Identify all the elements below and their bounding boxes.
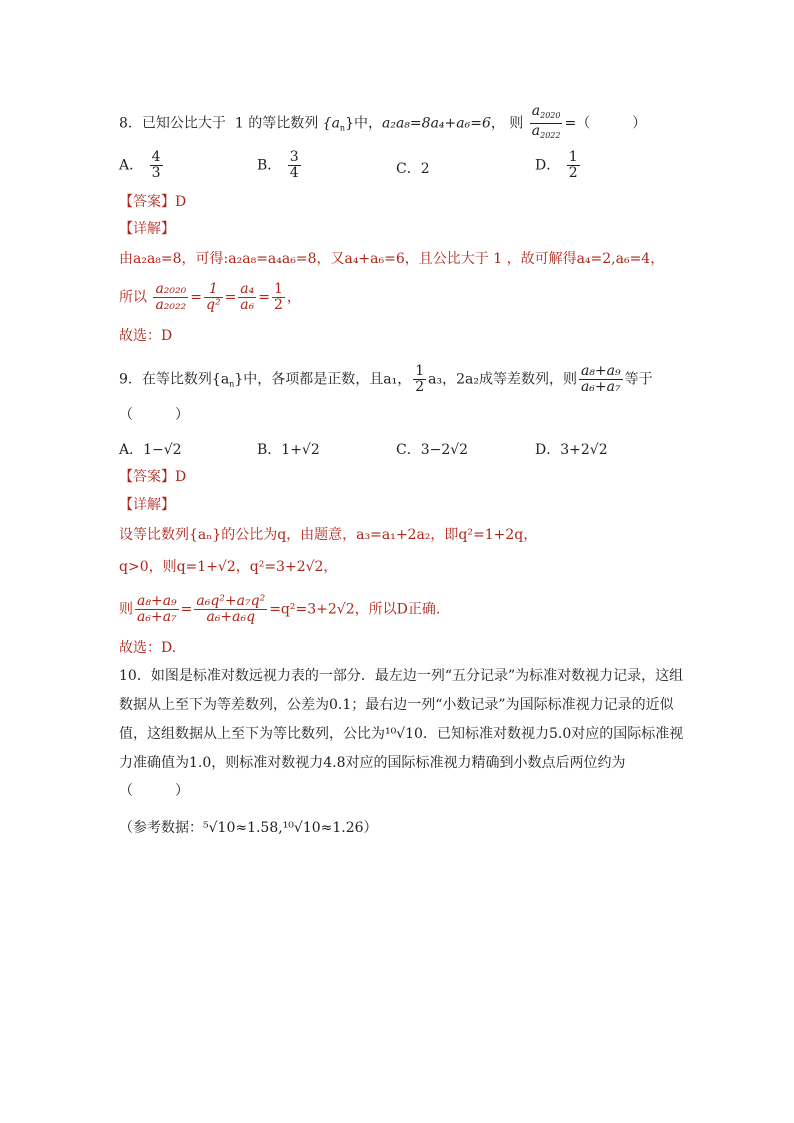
q8-option-c: C．2 [396, 161, 430, 177]
q9-solution-line1: 设等比数列{aₙ}的公比为q，由题意，a₃=a₁+2a₂，即q²=1+2q， [119, 527, 538, 543]
q9-conclusion: 故选：D. [119, 640, 177, 656]
q8-number: 8． [119, 115, 142, 132]
q8-zhong: 中， [354, 115, 382, 132]
q9-paren: （ ） [119, 407, 189, 423]
q9-option-c: C．3−2√2 [396, 442, 469, 458]
q8-solution-line2: 所以 $\frac{\text{a₂₀₂₀}}{\text{a₂₀₂₂}}$ = $\frac{1}{\text{q²}}$ = $\frac{\text{a₄}}{\text{a₆}}$ = $\frac{1}{2}$ ， [119, 281, 301, 313]
q8-stem [119, 104, 646, 143]
q9-option-b: B．1+√2 [257, 442, 320, 458]
q8-option-d: D． $\frac{1}{2}$ [535, 149, 578, 181]
q9-solution-line2: q>0，则q=1+√2，q²=3+2√2， [119, 559, 338, 575]
q8-intro: 已知公比大于 [141, 115, 226, 132]
q9-solution-line3: 则 $\frac{\text{a₈+a₉}}{\text{a₆+a₇}}$ = $\frac{\text{a₆q²+a₇q²}}{\text{a₆+a₆q}}$ =q²=3+2√2，所以D正确. [119, 593, 441, 625]
q8-conclusion: 故选：D [119, 328, 173, 344]
q8-solution-line1: 由a₂a₈=8，可得:a₂a₈=a₄a₆=8，又a₄+a₆=6，且公比大于 1 ，故可解得a₄=2,a₆=4， [119, 251, 665, 267]
q10-line3: 值，这组数据从上至下为等比数列，公比为¹⁰√10．已知标准对数视力5.0对应的国际标准视 [119, 726, 684, 742]
q10-line1: 10．如图是标准对数远视力表的一部分．最左边一列“五分记录”为标准对数视力记录，这组 [119, 668, 684, 684]
q8-seq-close: } [345, 115, 354, 132]
q8-option-b: B． $\frac{3}{4}$ [257, 149, 299, 181]
q8-ratio-fraction: $\frac{a_{2020}}{a_{2022}}$ [531, 103, 561, 140]
q8-answer: 【答案】D [119, 194, 187, 210]
q8-ze: ， 则 [490, 115, 524, 132]
q8-seq-word: 的等比数列 [248, 115, 319, 132]
q8-seq-sub: n [339, 123, 346, 133]
q8-cond2: a₄+a₆=6 [430, 115, 491, 132]
q8-ratio-bound: 1 [234, 115, 244, 132]
q10-line2: 数据从上至下为等差数列，公差为0.1；最右边一列“小数记录”为国际标准视力记录的近似 [119, 697, 674, 713]
q8-cond1: a₂a₈=8 [382, 115, 431, 132]
q10-paren: （ ） [119, 783, 189, 799]
q9-answer: 【答案】D [119, 469, 187, 485]
q9-detail-label: 【详解】 [119, 497, 175, 513]
q8-eq-paren: =（ ） [564, 115, 647, 132]
q8-detail-label: 【详解】 [119, 221, 175, 237]
q10-line4: 力准确值为1.0，则标准对数视力4.8对应的国际标准视力精确到小数点后两位约为 [119, 755, 626, 771]
q10-reference-data: （参考数据：⁵√10≈1.58,¹⁰√10≈1.26） [119, 820, 378, 836]
q8-option-a: A． $\frac{4}{3}$ [119, 149, 161, 181]
q8-seq-sym: {a [322, 115, 340, 132]
q9-option-a: A．1−√2 [119, 442, 182, 458]
q9-option-d: D．3+2√2 [535, 442, 608, 458]
q9-stem: 9．在等比数列$\{a_n\}$中，各项都是正数，且a₁， $\frac{1}{2}$ a₃，2a₂成等差数列，则 $\frac{\text{a₈+a₉}}{\text{a₆+a₇}}$ 等于 [119, 363, 653, 395]
